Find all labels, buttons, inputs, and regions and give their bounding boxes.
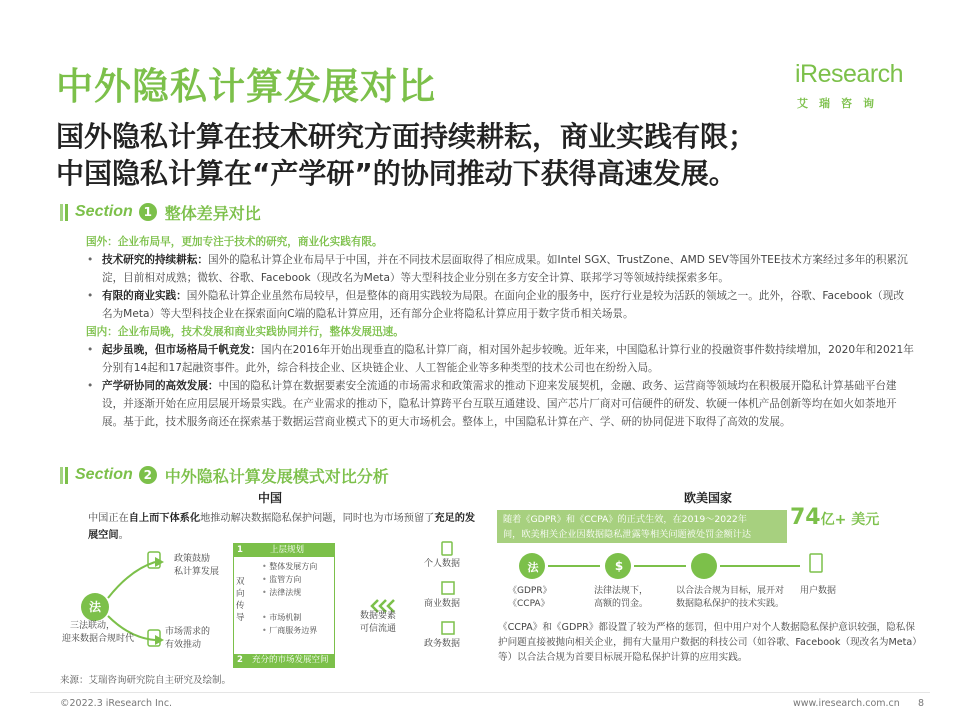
- vertical-char: 双: [236, 577, 245, 587]
- foreign-list: [84, 251, 914, 323]
- west-note: 《CCPA》和《GDPR》都设置了较为严格的惩罚，但中用户对个人数据隐私保护意识较强，隐私保护问题直接被抛向相关企业，拥有大量用户数据的科技公司（如谷歌、Facebook（现改名为Meta）等）以合法合规为首要目标展开隐私保护计算的应用实践。: [498, 622, 918, 663]
- item-lead: 技术研究的持续耕耘：: [102, 254, 208, 266]
- flow-line: 数据要素: [360, 611, 397, 621]
- vertical-char: 向: [236, 589, 245, 599]
- west-column-heading: 欧美国家: [684, 491, 733, 505]
- dollar-symbol: $: [614, 559, 624, 573]
- top-layer-bar: [234, 544, 334, 557]
- page-title: 中外隐私计算发展对比: [56, 65, 436, 108]
- bar-number: 1: [237, 545, 243, 555]
- china-layer-box: [233, 543, 335, 668]
- foreign-heading: 国外：企业布局早，更加专注于技术的研究，商业化实践有限。: [86, 236, 383, 248]
- west-banner: [497, 510, 787, 543]
- penalty-line: 高额的罚金。: [594, 599, 649, 609]
- upper-list: [262, 560, 317, 599]
- user-data-label: 用户数据: [800, 586, 837, 596]
- section-1-body: [84, 233, 914, 431]
- list-item: • 市场机制: [262, 611, 317, 624]
- source-note: 来源：艾瑞咨询研究院自主研究及绘制。: [60, 675, 232, 686]
- government-data-label: 政务数据: [424, 639, 461, 649]
- china-list: [84, 341, 914, 431]
- flow-line: 可信流通: [360, 624, 397, 634]
- note-line: 迎来数据合规时代: [62, 634, 135, 644]
- note-line: 有效推动: [165, 640, 202, 650]
- list-item: [84, 251, 914, 287]
- vertical-label: [236, 576, 248, 624]
- goal-line: 以合法合规为目标，展开对: [676, 586, 785, 596]
- vertical-char: 导: [236, 613, 245, 623]
- logo-subtitle: 艾瑞咨询: [797, 97, 885, 110]
- logo-text: iResearch: [795, 60, 904, 88]
- penalty-number: 74: [790, 505, 821, 530]
- user-data-icon: [810, 554, 822, 572]
- goal-labels: [676, 585, 784, 611]
- vertical-char: 传: [236, 601, 245, 611]
- section-marker-icon: [60, 204, 68, 221]
- intro-bold: 充足的发展空间: [88, 513, 476, 541]
- policy-note: [174, 553, 219, 579]
- copyright: ©2022.3 iResearch Inc.: [60, 698, 173, 709]
- item-text: 中国的隐私计算在数据要素安全流通的市场需求和政策需求的推动下迎来发展契机，金融、政务、运营商等领域均在积极展开隐私计算基础平台建设，并逐渐开始在应用层展开场景实践。在产业需求的推动下，隐私计算跨平台互联互通建设、国产芯片厂商对可信硬件的研发、软硬一体机产品创新等均在如火如荼地开展。基于此，技术服务商还在探索基于数据运营商业模式下的更大市场机会。整体上，中国隐私计算在产、学、研的协同促进下取得了高效的发展。: [102, 380, 897, 428]
- bar-label: 充分的市场发展空间: [252, 655, 329, 665]
- section-word: Section: [75, 203, 133, 220]
- penalty-amount: [790, 505, 879, 530]
- website: www.iresearch.com.cn: [793, 698, 900, 709]
- item-lead: 有限的商业实践：: [102, 290, 187, 302]
- subtitle-line-2: 中国隐私计算在“产学研”的协同推动下获得高速发展。: [56, 157, 737, 190]
- personal-data-label: 个人数据: [424, 559, 461, 569]
- section-title: 中外隐私计算发展模式对比分析: [164, 466, 389, 486]
- shield-icon: [691, 553, 717, 579]
- penalty-labels: [594, 585, 648, 611]
- section-title: 整体差异对比: [164, 203, 261, 223]
- note-line: 政策鼓励: [174, 554, 211, 564]
- penalty-unit: 亿+ 美元: [820, 512, 880, 528]
- section-2-header: [60, 464, 389, 486]
- business-data-icon: [442, 582, 454, 594]
- government-data-icon: [442, 622, 454, 634]
- note-line: 市场需求的: [165, 627, 211, 637]
- west-flow-graphics: [500, 548, 840, 588]
- banner-line: 间，欧美相关企业因数据隐私泄露等相关问题被处罚金额计达: [503, 529, 752, 540]
- list-item: • 监管方向: [262, 573, 317, 586]
- law-note: [62, 620, 134, 646]
- list-item: • 法律法规: [262, 586, 317, 599]
- item-text: 国内在2016年开始出现垂直的隐私计算厂商，相对国外起步较晚。近年来，中国隐私计算行业的投融资事件数持续增加，2020年和2021年分别有14起和17起融资事件。此外，综合科技企业、区块链企业、人工智能企业等多种类型的技术公司也在纷纷入局。: [102, 344, 914, 374]
- item-lead: 起步虽晚，但市场格局千帆竞发：: [102, 344, 261, 356]
- section-number-badge: 1: [139, 203, 157, 221]
- bar-label: 上层规划: [270, 545, 305, 555]
- subtitle-line-1: 国外隐私计算在技术研究方面持续耕耘，商业实践有限；: [56, 120, 757, 153]
- footer-divider: [30, 692, 930, 693]
- banner-line: 随着《GDPR》和《CCPA》的正式生效，在2019～2022年: [503, 514, 747, 525]
- page-subtitle: [56, 118, 916, 192]
- intro-text: 地推动解决数据隐私保护问题，同时也为市场预留了: [200, 513, 435, 524]
- intro-bold: 自上而下体系化: [128, 513, 201, 524]
- bottom-layer-bar: [234, 654, 334, 667]
- penalty-line: 法律法规下，: [594, 586, 649, 596]
- section-number-badge: 2: [139, 466, 157, 484]
- law-label: 法: [88, 600, 101, 614]
- note-line: 三法联动，: [70, 621, 116, 631]
- list-item: [84, 377, 914, 431]
- section-marker-icon: [60, 467, 68, 484]
- item-lead: 产学研协同的高效发展：: [102, 380, 219, 392]
- list-item: [84, 341, 914, 377]
- law-label-line: 《CCPA》: [508, 599, 550, 609]
- law-label: 法: [527, 561, 539, 574]
- bar-number: 2: [237, 655, 243, 665]
- list-item: • 厂商服务边界: [262, 624, 317, 637]
- china-column-heading: 中国: [258, 491, 283, 505]
- intro-text: 中国正在: [88, 513, 129, 524]
- market-note: [165, 626, 210, 652]
- iresearch-logo: [795, 60, 905, 110]
- list-item: • 整体发展方向: [262, 560, 317, 573]
- intro-text: 。: [118, 530, 129, 541]
- personal-data-icon: [442, 542, 452, 555]
- list-item: [84, 287, 914, 323]
- china-intro: [88, 510, 478, 544]
- section-word: Section: [75, 466, 133, 483]
- note-line: 私计算发展: [174, 567, 220, 577]
- lower-list: [262, 611, 317, 637]
- goal-line: 数据隐私保护的技术实践。: [676, 599, 785, 609]
- item-text: 国外的隐私计算企业布局早于中国，并在不同技术层面取得了相应成果。如Intel SGX、TrustZone、AMD SEV等国外TEE技术方案经过多年的积累沉淀，目前相对成熟；微软、谷歌、Facebook（现改名为Meta）等大型科技企业分别在多方安全计算、联邦学习等领域持续探索多年。: [102, 254, 908, 284]
- law-labels: [508, 585, 552, 611]
- business-data-label: 商业数据: [424, 599, 461, 609]
- section-1-header: [60, 201, 261, 223]
- china-heading: 国内：企业布局晚，技术发展和商业实践协同并行，整体发展迅速。: [86, 326, 404, 338]
- page-number: 8: [918, 698, 925, 709]
- law-label-line: 《GDPR》: [508, 586, 552, 596]
- flow-label: [360, 610, 396, 636]
- item-text: 国外隐私计算企业虽然布局较早，但是整体的商用实践较为局限。在面向企业的服务中，医疗行业是较为活跃的领域之一。此外，谷歌、Facebook（现改名为Meta）等大型科技企业在探索面向C端的隐私计算应用，还有部分企业将隐私计算应用于数字货币相关场景。: [102, 290, 904, 320]
